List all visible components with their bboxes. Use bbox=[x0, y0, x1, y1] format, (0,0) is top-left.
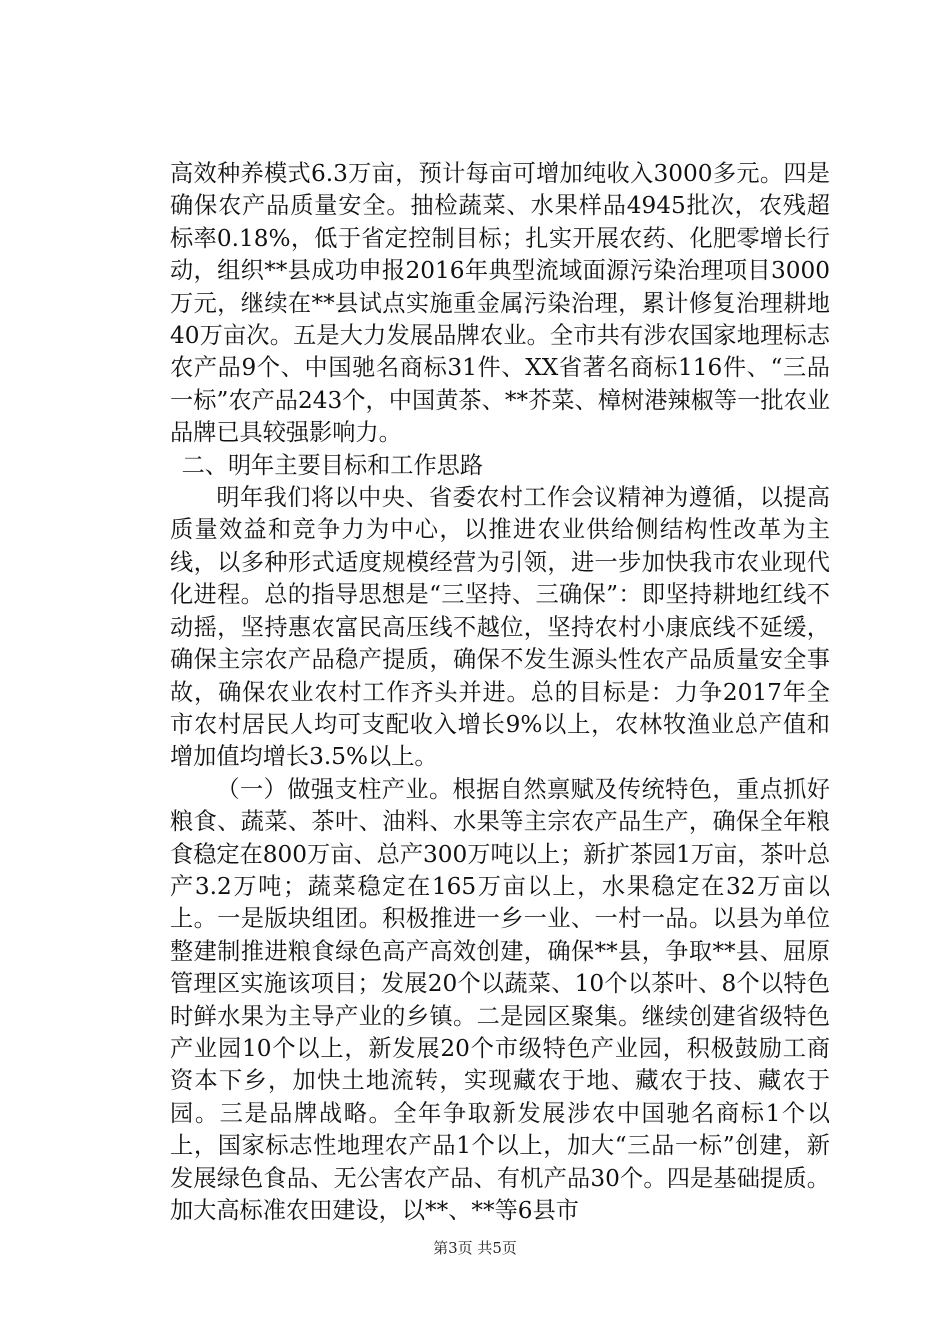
paragraph-continuation: 高效种养模式6.3万亩，预计每亩可增加纯收入3000多元。四是确保农产品质量安全。抽检蔬菜、水果样品4945批次，农残超标率0.18%，低于省定控制目标；扎实开展农药、化肥零增长行动，组织**县成功申报2016年典型流域面源污染治理项目3000万元，继续在**县试点实施重金属污染治理，累计修复治理耕地40万亩次。五是大力发展品牌农业。全市共有涉农国家地理标志农产品9个、中国驰名商标31件、XX省著名商标116件、“三品一标”农产品243个，中国黄茶、**芥菜、樟树港辣椒等一批农业品牌已具较强影响力。 bbox=[170, 160, 830, 447]
document-body bbox=[170, 158, 830, 1227]
paragraph-pillar-industry: （一）做强支柱产业。根据自然禀赋及传统特色，重点抓好粮食、蔬菜、茶叶、油料、水果等主宗农产品生产，确保全年粮食稳定在800万亩、总产300万吨以上；新扩茶园1万亩，茶叶总产3.2万吨；蔬菜稳定在165万亩以上，水果稳定在32万亩以上。一是版块组团。积极推进一乡一业、一村一品。以县为单位整建制推进粮食绿色高产高效创建，确保**县，争取**县、屈原管理区实施该项目；发展20个以蔬菜、10个以茶叶、8个以特色时鲜水果为主导产业的乡镇。二是园区聚集。继续创建省级特色产业园10个以上，新发展20个市级特色产业园，积极鼓励工商资本下乡，加快土地流转，实现藏农于地、藏农于技、藏农于园。三是品牌战略。全年争取新发展涉农中国驰名商标1个以上，国家标志性地理农产品1个以上，加大“三品一标”创建，新发展绿色食品、无公害农产品、有机产品30个。四是基础提质。加大高标准农田建设，以**、**等6县市 bbox=[170, 775, 830, 1224]
paragraph-goals: 明年我们将以中央、省委农村工作会议精神为遵循，以提高质量效益和竞争力为中心，以推进农业供给侧结构性改革为主线，以多种形式适度规模经营为引领，进一步加快我市农业现代化进程。总的指导思想是“三坚持、三确保”：即坚持耕地红线不动摇，坚持惠农富民高压线不越位，坚持农村小康底线不延缓，确保主宗农产品稳产提质，确保不发生源头性农产品质量安全事故，确保农业农村工作齐头并进。总的目标是：力争2017年全市农村居民人均可支配收入增长9%以上，农林牧渔业总产值和增加值均增长3.5%以上。 bbox=[170, 484, 830, 771]
page-footer: 第3页 共5页 bbox=[433, 1239, 517, 1257]
section-heading: 二、明年主要目标和工作思路 bbox=[181, 451, 484, 479]
